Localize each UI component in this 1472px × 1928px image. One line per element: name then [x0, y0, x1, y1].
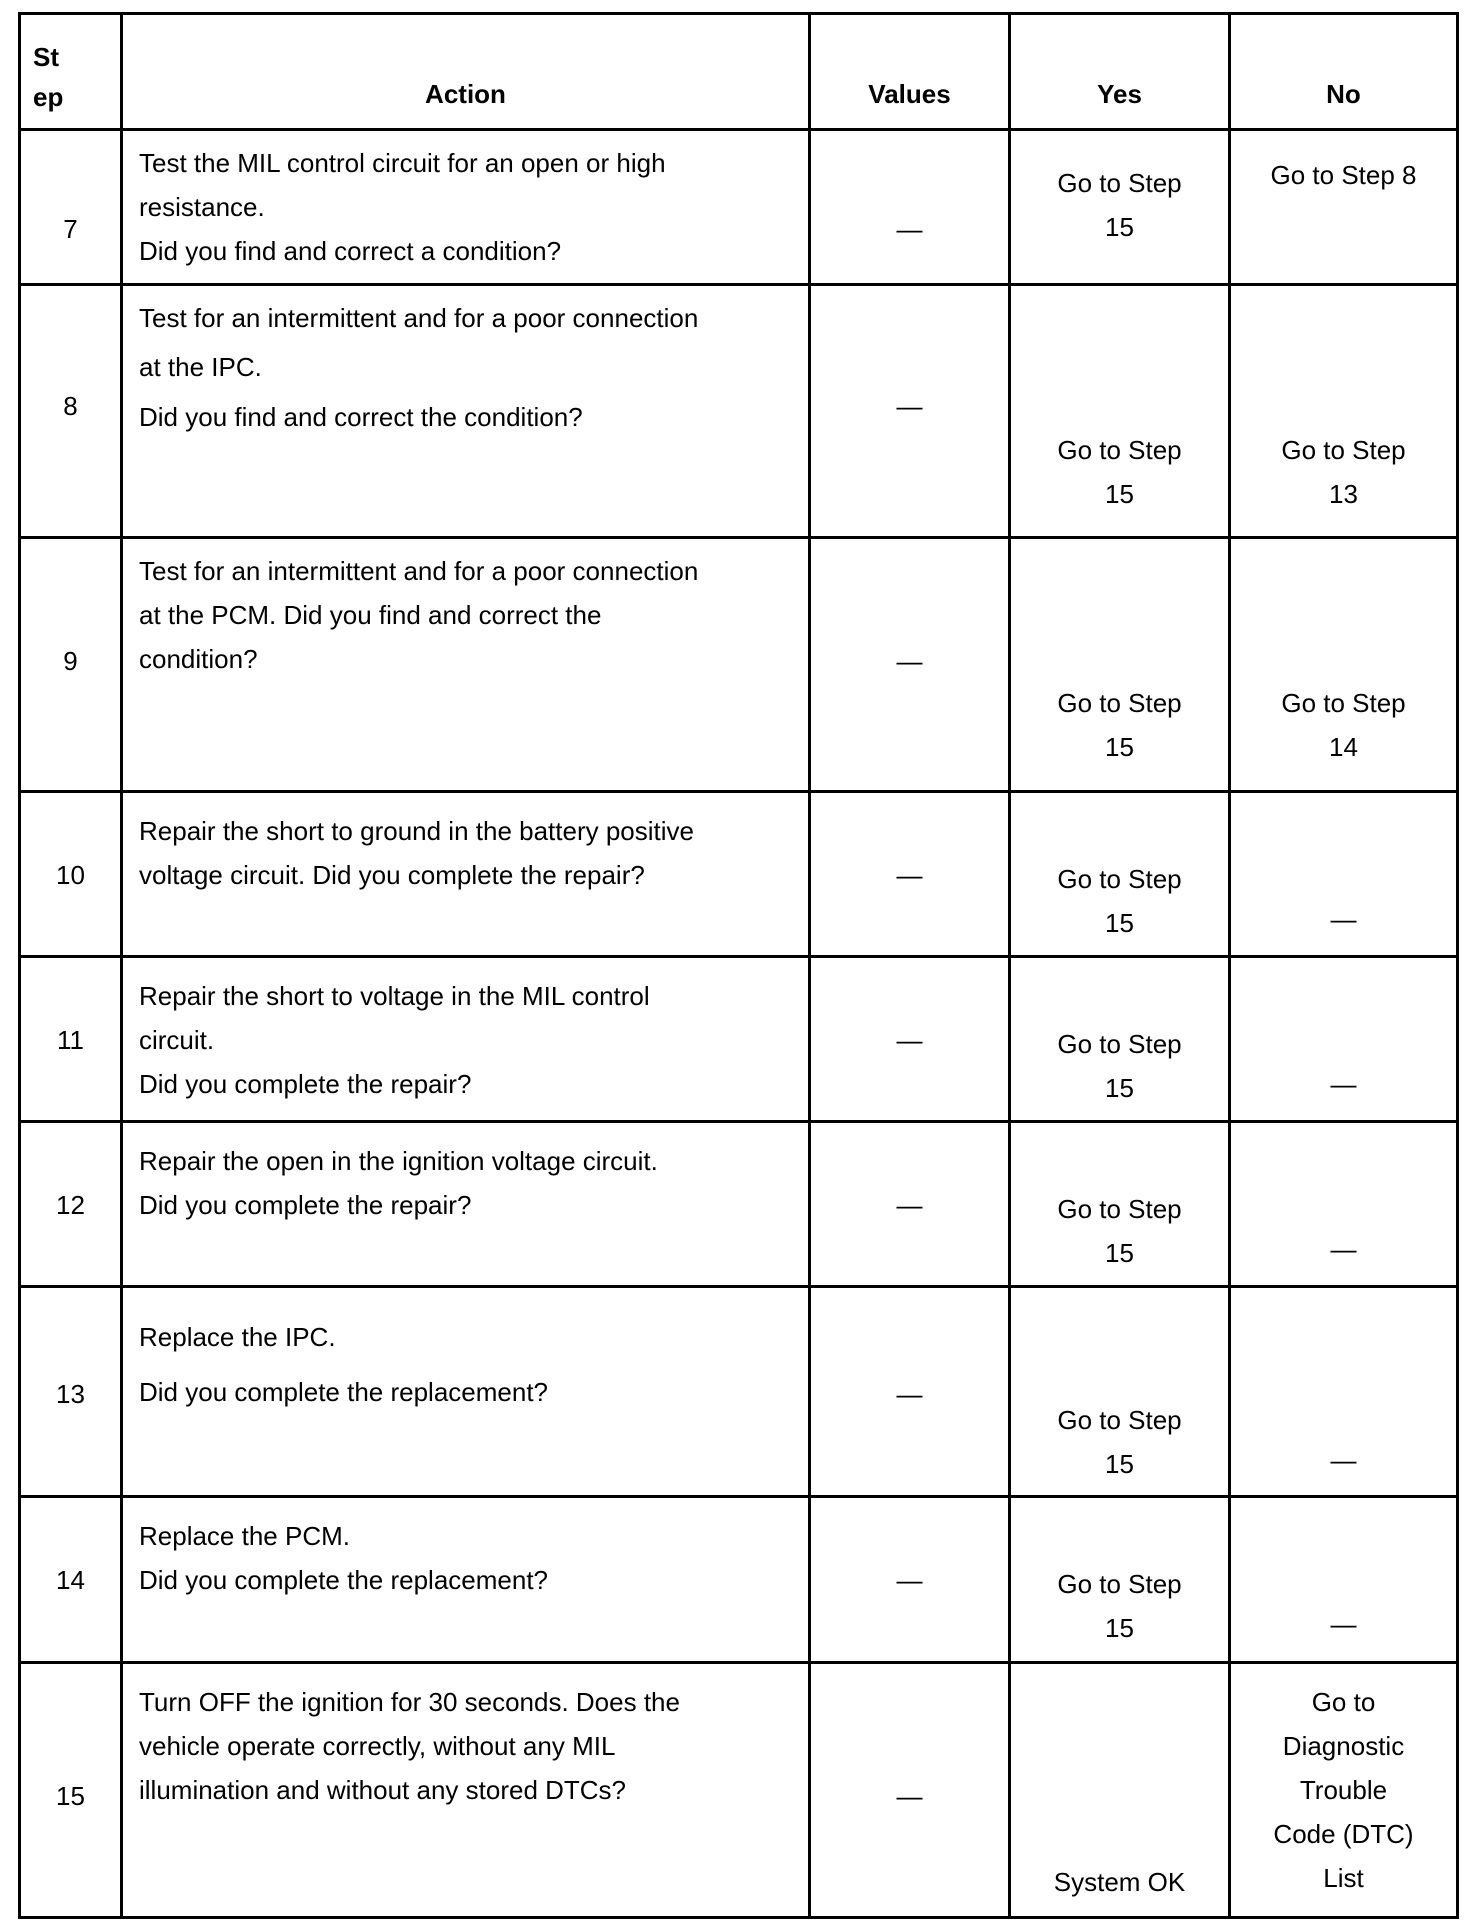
- action-cell: [122, 1497, 810, 1662]
- yes-text-line: 15: [1105, 907, 1134, 938]
- action-text-line: at the PCM. Did you find and correct the: [139, 600, 602, 631]
- step-cell: [20, 538, 122, 791]
- yes-cell: [1010, 1497, 1230, 1662]
- action-text-line: Test for an intermittent and for a poor connection: [139, 303, 699, 334]
- yes-text-line: System OK: [1053, 1866, 1186, 1897]
- no-text-line: —: [1330, 1609, 1357, 1640]
- action-cell: [122, 1122, 810, 1287]
- action-text-line: Turn OFF the ignition for 30 seconds. Does the: [139, 1686, 680, 1717]
- action-cell: [122, 1662, 810, 1917]
- values-cell: [810, 538, 1010, 791]
- values-text: —: [896, 646, 923, 677]
- yes-cell: [1010, 285, 1230, 538]
- yes-text-line: 15: [1105, 732, 1134, 763]
- step-cell: [20, 791, 122, 956]
- action-text-line: Did you find and correct the condition?: [139, 402, 583, 433]
- action-text-line: Test the MIL control circuit for an open or high: [139, 148, 666, 178]
- values-cell: [810, 791, 1010, 956]
- yes-text-line: 15: [1105, 212, 1134, 242]
- action-cell: [122, 538, 810, 791]
- yes-cell: [1010, 791, 1230, 956]
- no-cell: [1230, 285, 1458, 538]
- step-number: 12: [56, 1190, 85, 1221]
- table-row: [20, 1497, 1458, 1662]
- action-text-line: Did you find and correct a condition?: [139, 236, 562, 266]
- yes-cell: [1010, 130, 1230, 285]
- action-text-line: resistance.: [139, 192, 265, 222]
- step-number: 15: [56, 1780, 85, 1811]
- no-text-line: Go to: [1311, 1686, 1376, 1717]
- values-text: —: [896, 1565, 923, 1596]
- step-cell: [20, 285, 122, 538]
- step-number: 14: [56, 1565, 85, 1596]
- yes-text-line: Go to Step: [1057, 1194, 1182, 1225]
- yes-text-line: 15: [1105, 1072, 1134, 1103]
- action-text-line: Did you complete the replacement?: [139, 1377, 549, 1408]
- values-text: —: [896, 1024, 923, 1055]
- no-text-line: Trouble: [1299, 1774, 1388, 1805]
- table-row: [20, 538, 1458, 791]
- yes-text-line: Go to Step: [1057, 1405, 1182, 1436]
- values-text: —: [896, 859, 923, 890]
- step-number: 10: [56, 859, 85, 890]
- step-cell: [20, 1497, 122, 1662]
- step-cell: [20, 1122, 122, 1287]
- values-cell: [810, 1122, 1010, 1287]
- no-text-line: Diagnostic: [1282, 1730, 1405, 1761]
- yes-text-line: 15: [1105, 479, 1134, 510]
- no-text-line: —: [1330, 903, 1357, 934]
- step-number: 11: [57, 1024, 84, 1055]
- yes-cell: [1010, 956, 1230, 1121]
- values-cell: [810, 285, 1010, 538]
- action-text-line: circuit.: [139, 1024, 215, 1055]
- step-number: 13: [56, 1379, 85, 1410]
- table-row: [20, 791, 1458, 956]
- values-text: —: [896, 1379, 923, 1410]
- no-text-line: —: [1330, 1068, 1357, 1099]
- action-text-line: Did you complete the repair?: [139, 1068, 472, 1099]
- action-text-line: condition?: [139, 644, 258, 675]
- no-text-line: Go to Step: [1281, 435, 1406, 466]
- yes-cell: [1010, 1287, 1230, 1497]
- values-cell: [810, 1287, 1010, 1497]
- step-cell: [20, 956, 122, 1121]
- step-number: 9: [63, 646, 78, 677]
- values-text: —: [896, 1190, 923, 1221]
- action-text-line: at the IPC.: [139, 352, 262, 383]
- yes-text-line: Go to Step: [1057, 168, 1182, 198]
- action-text-line: Repair the open in the ignition voltage circuit.: [139, 1146, 658, 1177]
- values-cell: [810, 130, 1010, 285]
- header-yes: Yes: [1010, 14, 1230, 130]
- action-text-line: Repair the short to ground in the battery positive: [139, 815, 694, 846]
- action-text-line: Did you complete the replacement?: [139, 1565, 549, 1596]
- action-text-line: illumination and without any stored DTCs?: [139, 1774, 627, 1805]
- step-cell: [20, 130, 122, 285]
- table-row: [20, 285, 1458, 538]
- action-cell: [122, 285, 810, 538]
- header-action: Action: [122, 14, 810, 130]
- no-cell: [1230, 791, 1458, 956]
- action-text-line: voltage circuit. Did you complete the repair?: [139, 859, 645, 890]
- table-row: [20, 1287, 1458, 1497]
- table-row: [20, 1122, 1458, 1287]
- yes-text-line: 15: [1105, 1613, 1134, 1644]
- step-cell: [20, 1662, 122, 1917]
- action-cell: [122, 130, 810, 285]
- table-row: [20, 956, 1458, 1121]
- yes-cell: [1010, 538, 1230, 791]
- no-text-line: Code (DTC): [1273, 1818, 1414, 1849]
- no-cell: [1230, 538, 1458, 791]
- header-no: No: [1230, 14, 1458, 130]
- action-cell: [122, 791, 810, 956]
- values-text: —: [896, 214, 923, 244]
- yes-text-line: 15: [1105, 1238, 1134, 1269]
- yes-text-line: 15: [1105, 1449, 1134, 1480]
- action-text-line: Repair the short to voltage in the MIL control: [139, 980, 650, 1011]
- no-cell: [1230, 1497, 1458, 1662]
- step-cell: [20, 1287, 122, 1497]
- no-text-line: List: [1323, 1862, 1364, 1893]
- yes-text-line: Go to Step: [1057, 863, 1182, 894]
- no-cell: [1230, 1662, 1458, 1917]
- action-text-line: vehicle operate correctly, without any MIL: [139, 1730, 616, 1761]
- no-text-line: 14: [1329, 732, 1358, 763]
- no-cell: [1230, 1287, 1458, 1497]
- values-text: —: [896, 391, 923, 422]
- action-cell: [122, 956, 810, 1121]
- no-cell: [1230, 956, 1458, 1121]
- table-row: [20, 130, 1458, 285]
- step-number: 8: [63, 391, 78, 422]
- values-cell: [810, 956, 1010, 1121]
- step-number: 7: [63, 214, 78, 244]
- no-cell: [1230, 1122, 1458, 1287]
- yes-cell: [1010, 1662, 1230, 1917]
- no-text-line: —: [1330, 1445, 1357, 1476]
- yes-text-line: Go to Step: [1057, 1028, 1182, 1059]
- values-text: —: [896, 1780, 923, 1811]
- no-text-line: Go to Step 8: [1270, 160, 1417, 190]
- header-row: [20, 14, 1458, 130]
- values-cell: [810, 1662, 1010, 1917]
- yes-text-line: Go to Step: [1057, 435, 1182, 466]
- yes-text-line: Go to Step: [1057, 688, 1182, 719]
- no-text-line: —: [1330, 1234, 1357, 1265]
- diagnostic-table: [18, 12, 1459, 1919]
- action-cell: [122, 1287, 810, 1497]
- header-step: St ep: [20, 14, 122, 130]
- values-cell: [810, 1497, 1010, 1662]
- no-cell: [1230, 130, 1458, 285]
- action-text-line: Replace the PCM.: [139, 1521, 350, 1552]
- action-text-line: Replace the IPC.: [139, 1322, 336, 1353]
- table-row: [20, 1662, 1458, 1917]
- action-text-line: Test for an intermittent and for a poor connection: [139, 556, 699, 587]
- yes-text-line: Go to Step: [1057, 1569, 1182, 1600]
- header-values: Values: [810, 14, 1010, 130]
- no-text-line: 13: [1329, 479, 1358, 510]
- yes-cell: [1010, 1122, 1230, 1287]
- action-text-line: Did you complete the repair?: [139, 1190, 472, 1221]
- no-text-line: Go to Step: [1281, 688, 1406, 719]
